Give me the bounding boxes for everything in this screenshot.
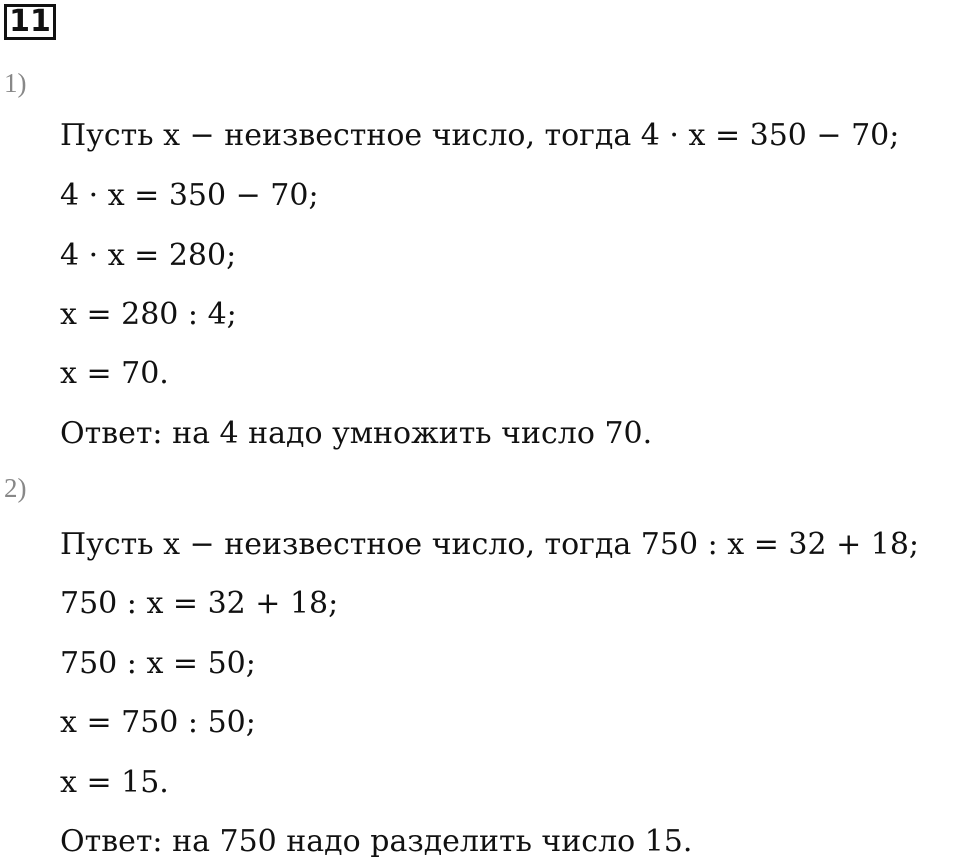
part-1-line-4: x = 280 : 4; [60,297,237,332]
part-1-line-1: Пусть x − неизвестное число, тогда 4 · x = 350 − 70; [60,118,900,153]
part-1-line-2: 4 · x = 350 − 70; [60,178,319,213]
part-2-label: 2) [4,473,27,503]
part-2-line-1: Пусть x − неизвестное число, тогда 750 : x = 32 + 18; [60,527,920,562]
part-2-line-2: 750 : x = 32 + 18; [60,586,339,621]
part-2-line-5: x = 15. [60,765,169,800]
part-1-line-3: 4 · x = 280; [60,238,237,273]
part-1-answer: Ответ: на 4 надо умножить число 70. [60,416,653,451]
part-2-line-4: x = 750 : 50; [60,705,256,740]
task-number-box: 11 [4,4,56,40]
part-2-line-3: 750 : x = 50; [60,646,256,681]
part-2-answer: Ответ: на 750 надо разделить число 15. [60,824,693,859]
part-1-label: 1) [4,68,27,98]
part-1-line-5: x = 70. [60,356,169,391]
